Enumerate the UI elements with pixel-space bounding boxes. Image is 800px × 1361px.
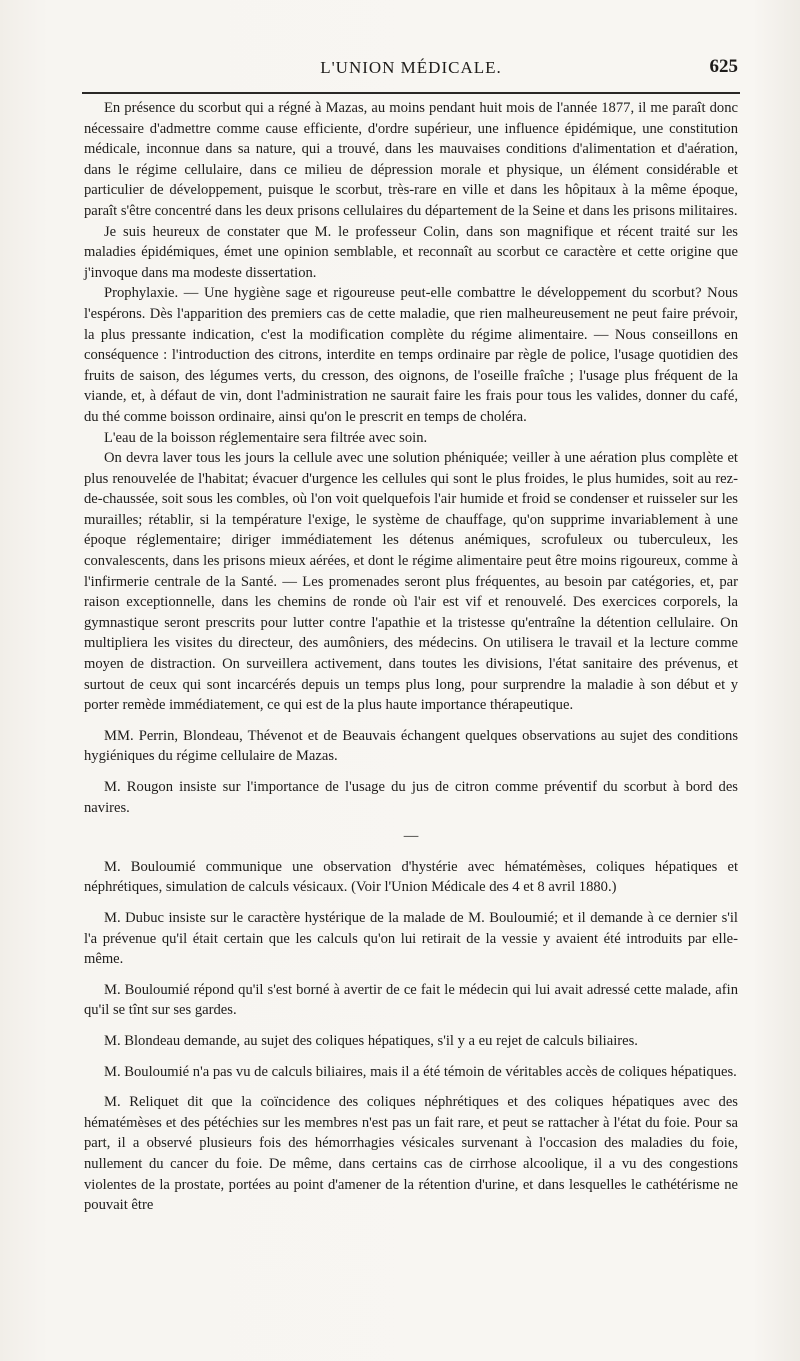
paragraph: Je suis heureux de constater que M. le professeur Colin, dans son magnifique et récent traité sur les maladies épidémiques, émet une opinion semblable, et reconnaît au scorbut ce caractère et cette origine que j'invoque dans ma modeste dissertation. [84,223,738,281]
paragraph: M. Bouloumié répond qu'il s'est borné à avertir de ce fait le médecin qui lui avait adressé cette malade, afin qu'il se tînt sur ses gardes. [84,981,738,1019]
paragraph: L'eau de la boisson réglementaire sera filtrée avec soin. [104,429,428,446]
running-title: L'UNION MÉDICALE. [320,58,502,77]
paragraph: MM. Perrin, Blondeau, Thévenot et de Beauvais échangent quelques observations au sujet des conditions hygiéniques du régime cellulaire de Mazas. [84,727,738,765]
header-rule [82,92,740,94]
paragraph: En présence du scorbut qui a régné à Mazas, au moins pendant huit mois de l'année 1877, il me paraît donc nécessaire d'admettre comme cause efficiente, d'ordre supérieur, une influence épidémique, une constitution médicale, inconnue dans sa nature, qui a trouvé, dans les mauvaises conditions d'alimentation et d'aération, dans le régime cellulaire, dans ce milieu de dépression morale et physique, un élément considérable et particulier de développement, puisque le scorbut, très-rare en ville et dans les hôpitaux à la même époque, paraît s'être concentré dans les deux prisons cellulaires du département de la Seine et dans les prisons militaires. [84,100,738,219]
separator-dash: — [403,828,419,845]
article-body [84,98,738,1216]
paragraph: M. Blondeau demande, au sujet des coliques hépatiques, s'il y a eu rejet de calculs biliaires. [104,1032,638,1049]
paragraph: M. Bouloumié n'a pas vu de calculs biliaires, mais il a été témoin de véritables accès de coliques hépatiques. [104,1063,737,1080]
paragraph: On devra laver tous les jours la cellule avec une solution phéniquée; veiller à une aération plus complète et plus renouvelée de l'habitat; évacuer d'urgence les cellules qui sont le plus froides, le plus humides, soit au rez-de-chaussée, soit sous les combles, où l'on voit quelquefois l'air humide et froid se condenser et ruisseler sur les murailles; rétablir, si la température l'exige, le système de chauffage, qu'on supprime invariablement à une époque réglementaire; diriger immédiatement les détenus anémiques, scrofuleux ou tuberculeux, les convalescents, dans les prisons mieux aérées, et dont le régime alimentaire peut être moins rigoureux, comme à l'infirmerie centrale de la Santé. — Les promenades seront plus fréquentes, au besoin par catégories, et, par raison exceptionnelle, dans les chemins de ronde où l'air est vif et renouvelé. Des exercices corporels, la gymnastique seront prescrits pour lutter contre l'apathie et la tristesse qu'entraîne la détention cellulaire. On multipliera les visites du directeur, des aumôniers, des médecins. On utilisera le travail et la lecture comme moyen de distraction. On surveillera activement, dans toutes les divisions, l'état sanitaire des prévenus, et surtout de ceux qui sont incarcérés depuis un temps plus long, pour surprendre la maladie à son début et y porter remède immédiatement, ce qui est de la plus haute importance thérapeutique. [84,450,738,714]
page-number: 625 [709,56,738,77]
paragraph: M. Dubuc insiste sur le caractère hystérique de la malade de M. Bouloumié; et il demande à ce dernier s'il l'a prévenue qu'il était certain que les calculs qu'on lui retirait de la vessie y avaient été introduits par elle-même. [84,909,738,968]
paragraph: Prophylaxie. — Une hygiène sage et rigoureuse peut-elle combattre le développement du scorbut? Nous l'espérons. Dès l'apparition des premiers cas de cette maladie, que rien malheureusement ne peut faire prévoir, la plus pressante indication, c'est la modification complète du régime alimentaire. — Nous conseillons en conséquence : l'introduction des citrons, interdite en temps ordinaire par règle de police, l'usage quotidien des fruits de saison, des légumes verts, du cresson, des oignons, de l'oseille fraîche ; l'usage plus fréquent de la viande, et, à défaut de vin, dont l'administration ne saurait faire les frais pour tous les valides, donner du café, du thé comme boisson ordinaire, ainsi qu'on le prescrit en temps de choléra. [84,285,738,425]
paragraph: M. Rougon insiste sur l'importance de l'usage du jus de citron comme préventif du scorbut à bord des navires. [84,779,738,816]
paragraph: M. Bouloumié communique une observation d'hystérie avec hématémèses, coliques hépatiques et néphrétiques, simulation de calculs vésicaux. (Voir l'Union Médicale des 4 et 8 avril 1880.) [84,858,738,896]
paragraph: M. Reliquet dit que la coïncidence des coliques néphrétiques et des coliques hépatiques avec des hématémèses et des pétéchies sur les membres n'est pas un fait rare, et peut se rattacher à l'état du foie. Pour sa part, il a observé plusieurs fois des hémorrhagies vésicales survenant à l'occasion des maladies du foie, nullement du cancer du foie. De même, dans certains cas de cirrhose alcoolique, il a vu des congestions violentes de la prostate, portées au point d'amener de la rétention d'urine, et dans lesquelles le cathétérisme ne pouvait être [84,1094,738,1214]
running-head [84,52,738,82]
